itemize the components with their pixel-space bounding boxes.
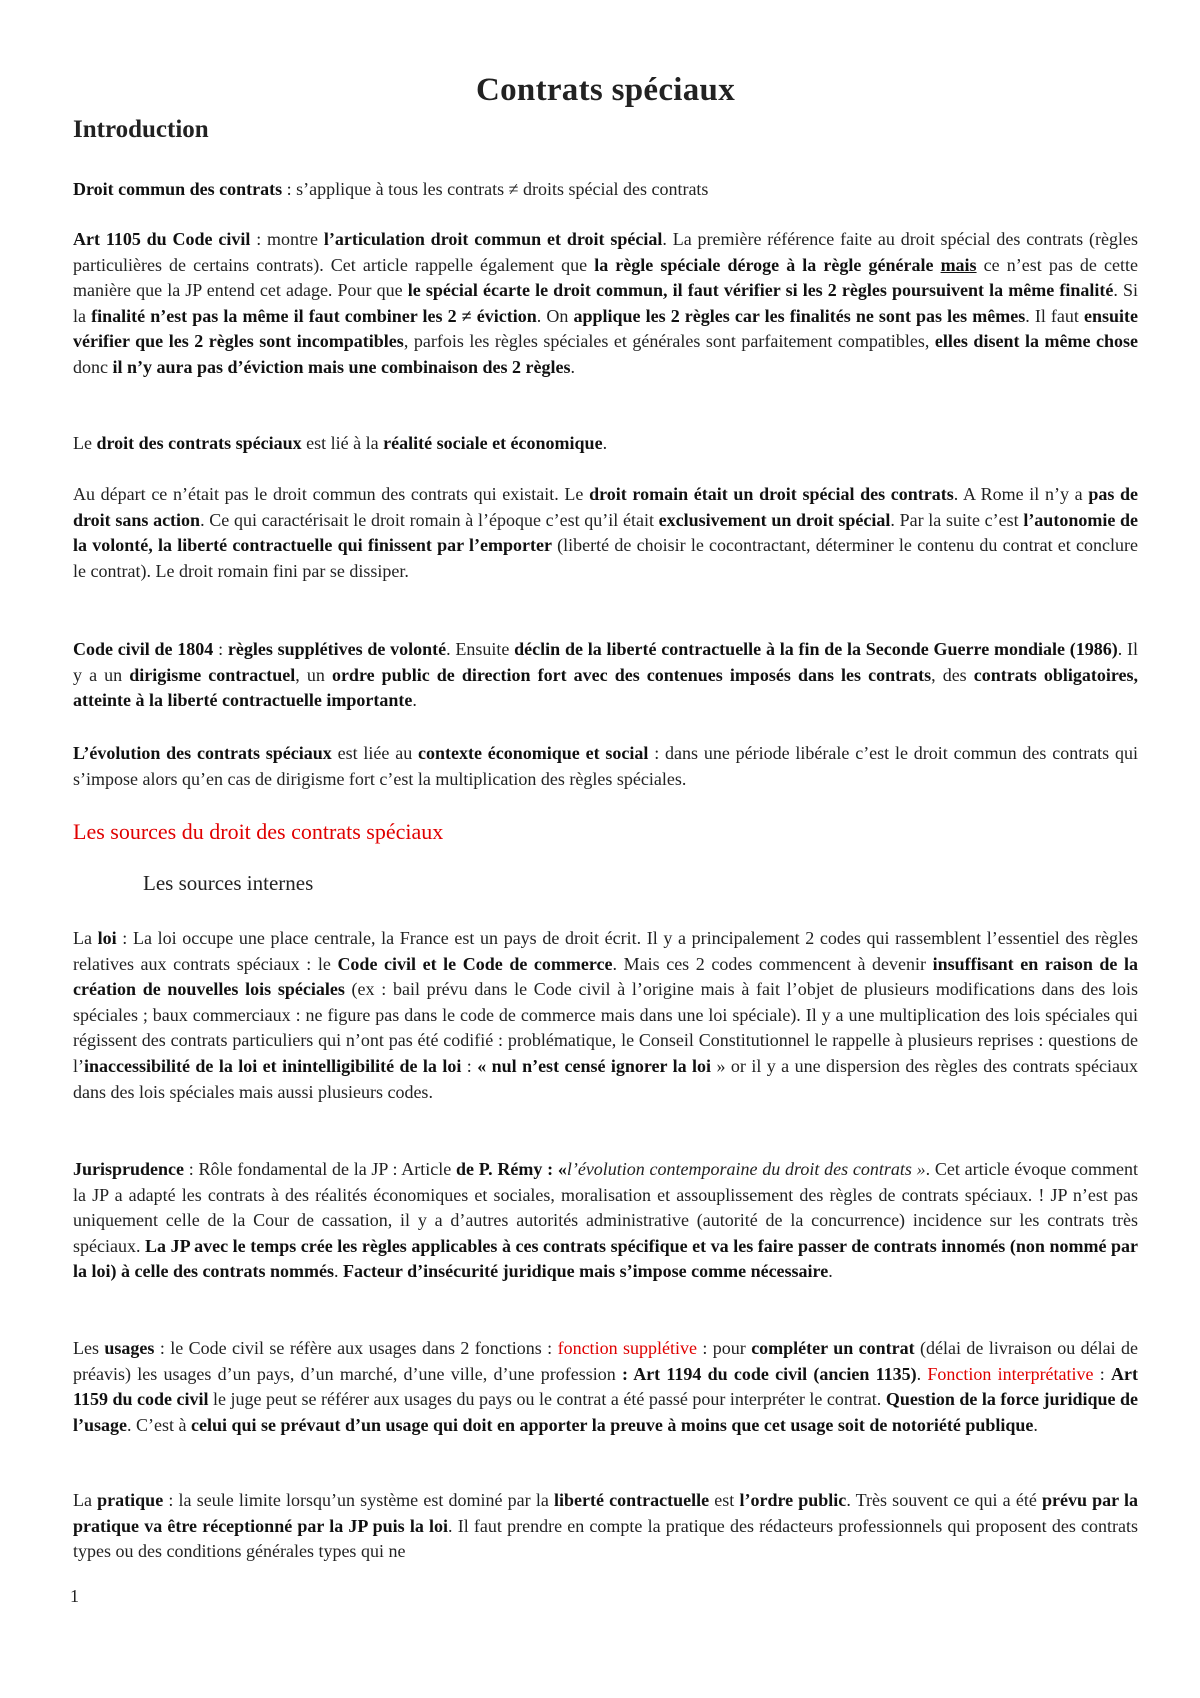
paragraph-code-civil-1804: Code civil de 1804 : règles supplétives de volonté. Ensuite déclin de la liberté contractuelle à la fin de la Seconde Guerre mondiale (1986). Il y a un dirigisme contractuel, un ordre public de direction fort avec des contenues imposés dans les contrats, des contrats obligatoires, atteinte à la liberté contractuelle importante. bbox=[73, 639, 1138, 711]
section-heading: Les sources du droit des contrats spéciaux bbox=[73, 819, 444, 844]
paragraph-evolution: L’évolution des contrats spéciaux est liée au contexte économique et social : dans une période libérale c’est le droit commun des contrats qui s’impose alors qu’en cas de dirigisme fort c’est la multiplication des règles spéciales. bbox=[73, 743, 1139, 789]
term: Droit commun des contrats bbox=[73, 179, 283, 199]
paragraph-droit-commun: Droit commun des contrats : s’applique à tous les contrats ≠ droits spécial des contrats bbox=[73, 179, 709, 199]
paragraph-usages: Les usages : le Code civil se réfère aux usages dans 2 fonctions : fonction supplétive : pour compléter un contrat (délai de livraison ou délai de préavis) les usages d’un pays, d’un marché, d’une ville, d’une profession : Art 1194 du code civil (ancien 1135). Fonction interprétative : Art 1159 du code civil le juge peut se référer aux usages du pays ou le contrat a été passé pour interpréter le contrat. Question de la force juridique de l’usage. C’est à celui qui se prévaut d’un usage qui doit en apporter la preuve à moins que cet usage soit de notoriété publique. bbox=[73, 1338, 1139, 1435]
paragraph-realite-sociale: Le droit des contrats spéciaux est lié à la réalité sociale et économique. bbox=[73, 433, 608, 453]
paragraph-jurisprudence: Jurisprudence : Rôle fondamental de la JP : Article de P. Rémy : «l’évolution contemporaine du droit des contrats ». Cet article évoque comment la JP a adapté les contrats à des réalités économiques et sociales, moralisation et assouplissement des règles de contrats spéciaux. ! JP n’est pas uniquement celle de la Cour de cassation, il y a d’autres autorités administrative (autorité de la concurrence) incidence sur les contrats très spéciaux. La JP avec le temps crée les règles applicables à ces contrats spécifique et va les faire passer de contrats innomés (non nommé par la loi) à celle des contrats nommés. Facteur d’insécurité juridique mais s’impose comme nécessaire. bbox=[73, 1159, 1138, 1282]
intro-heading: Introduction bbox=[73, 116, 209, 143]
paragraph-pratique: La pratique : la seule limite lorsqu’un système est dominé par la liberté contractuelle est l’ordre public. Très souvent ce qui a été prévu par la pratique va être réceptionné par la JP puis la loi. Il faut prendre en compte la pratique des rédacteurs professionnels qui proposent des contrats types ou des conditions générales types qui ne bbox=[73, 1490, 1139, 1562]
document-title: Contrats spéciaux bbox=[475, 72, 735, 108]
paragraph-loi: La loi : La loi occupe une place centrale, la France est un pays de droit écrit. Il y a principalement 2 codes qui rassemblent l’essentiel des règles relatives aux contrats spéciaux : le Code civil et le Code de commerce. Mais ces 2 codes commencent à devenir insuffisant en raison de la création de nouvelles lois spéciales (ex : bail prévu dans le Code civil à l’origine mais à fait l’objet de plusieurs modifications dans des lois spéciales ; baux commerciaux : ne figure pas dans le code de commerce mais dans une loi spéciale). Il y a une multiplication des lois spéciales qui régissent des contrats particuliers qui n’ont pas été codifié : problématique, le Conseil Constitutionnel le rappelle à plusieurs reprises : questions de l’inaccessibilité de la loi et inintelligibilité de la loi : « nul n’est censé ignorer la loi » or il y a une dispersion des règles des contrats spéciaux dans des lois spéciales mais aussi plusieurs codes. bbox=[73, 928, 1139, 1102]
page-number: 1 bbox=[70, 1586, 79, 1606]
paragraph-art-1105: Art 1105 du Code civil : montre l’articulation droit commun et droit spécial. La première référence faite au droit spécial des contrats (règles particulières de certains contrats). Cet article rappelle également que la règle spéciale déroge à la règle générale mais ce n’est pas de cette manière que la JP entend cet adage. Pour que le spécial écarte le droit commun, il faut vérifier si les 2 règles poursuivent la même finalité. Si la finalité n’est pas la même il faut combiner les 2 ≠ éviction. On applique les 2 règles car les finalités ne sont pas les mêmes. Il faut ensuite vérifier que les 2 règles sont incompatibles, parfois les règles spéciales et générales sont parfaitement compatibles, elles disent la même chose donc il n’y aura pas d’éviction mais une combinaison des 2 règles. bbox=[73, 229, 1139, 377]
paragraph-droit-romain: Au départ ce n’était pas le droit commun des contrats qui existait. Le droit romain était un droit spécial des contrats. A Rome il n’y a pas de droit sans action. Ce qui caractérisait le droit romain à l’époque c’est qu’il était exclusivement un droit spécial. Par la suite c’est l’autonomie de la volonté, la liberté contractuelle qui finissent par l’emporter (liberté de choisir le cocontractant, déterminer le contenu du contrat et conclure le contrat). Le droit romain fini par se dissiper. bbox=[73, 484, 1138, 581]
subsection-heading: Les sources internes bbox=[143, 871, 314, 895]
